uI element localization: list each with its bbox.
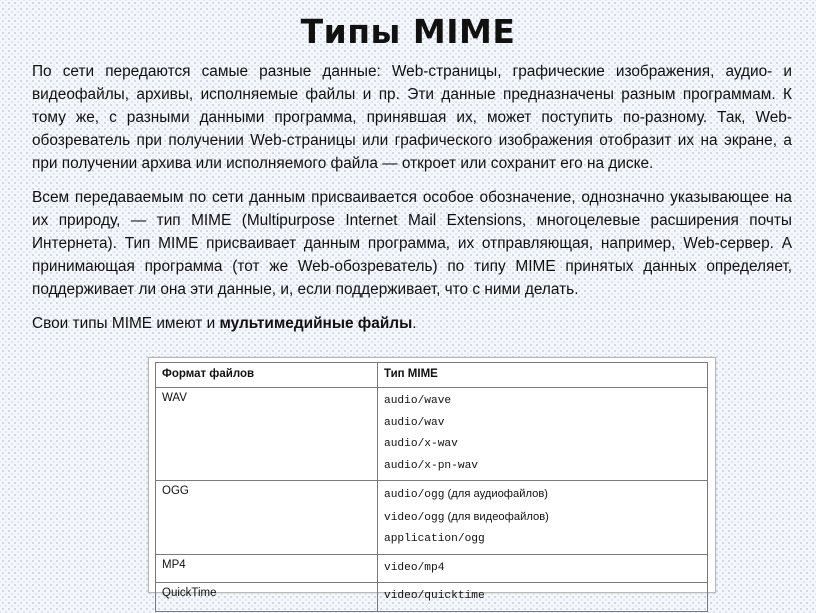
mime-type-line bbox=[384, 586, 701, 608]
format-cell: QuickTime bbox=[156, 583, 378, 612]
mime-type-value: video/ogg bbox=[384, 511, 445, 524]
mime-type-line bbox=[384, 507, 701, 530]
mime-type-line bbox=[384, 456, 701, 478]
paragraph-3-end: . bbox=[412, 315, 417, 332]
mime-type-line bbox=[384, 529, 701, 551]
format-cell: MP4 bbox=[156, 554, 378, 583]
mime-type-line bbox=[384, 434, 701, 456]
table-row bbox=[156, 388, 708, 481]
mime-type-value: audio/wave bbox=[384, 395, 452, 407]
mime-type-value: video/mp4 bbox=[384, 561, 445, 574]
table-header-row bbox=[156, 363, 708, 388]
multimedia-files-bold: мультимедийные файлы bbox=[219, 315, 413, 332]
mime-type-line bbox=[384, 558, 701, 580]
mime-types-table bbox=[155, 362, 708, 612]
mime-type-value: audio/wav bbox=[384, 416, 445, 429]
mime-type-value: application/ogg bbox=[384, 533, 485, 545]
mime-type-value: video/quicktime bbox=[384, 590, 485, 602]
mime-type-line bbox=[384, 413, 701, 435]
mime-type-value: audio/ogg bbox=[384, 489, 445, 501]
mime-types-cell bbox=[378, 554, 708, 583]
mime-types-cell bbox=[378, 388, 708, 481]
header-mime-type: Тип MIME bbox=[378, 363, 708, 388]
table-row bbox=[156, 554, 708, 583]
table-row bbox=[156, 481, 708, 555]
paragraph-3-start: Свои типы MIME имеют и bbox=[32, 315, 220, 332]
format-cell: OGG bbox=[156, 481, 378, 555]
mime-type-value: audio/x-wav bbox=[384, 438, 458, 450]
page-title: Типы MIME bbox=[300, 12, 516, 51]
table-row bbox=[156, 583, 708, 612]
paragraph-2: Всем передаваемым по сети данным присваивается особое обозначение, однозначно указывающее на их природу, — тип MIME (Multipurpose Internet Mail Extensions, многоцелевые расширения почты Интернета). Тип MIME присваивает данным программа, их отправляющая, например, Web-сервер. А принимающая программа (тот же Web-обозреватель) по типу MIME принятых данных определяет, поддерживает ли она эти данные, и, если поддерживает, что с ними делать. bbox=[32, 189, 792, 298]
paragraph-1: По сети передаются самые разные данные: Web-страницы, графические изображения, аудио- и видеофайлы, архивы, исполняемые файлы и пр. Эти данные предназначены разным программам. К тому же, с разными данными программа, принявшая их, может поступить по-разному. Так, Web-обозреватель при получении Web-страницы или графического изображения отобразит их на экране, а при получении архива или исполняемого файла — откроет или сохранит его на диске. bbox=[32, 63, 792, 172]
body-text bbox=[32, 60, 792, 335]
mime-type-value: audio/x-pn-wav bbox=[384, 459, 478, 472]
mime-type-note: (для аудиофайлов) bbox=[444, 488, 549, 500]
mime-table-image bbox=[148, 357, 716, 602]
header-file-format: Формат файлов bbox=[156, 363, 378, 388]
format-cell: WAV bbox=[156, 388, 378, 481]
mime-types-cell bbox=[378, 481, 708, 555]
paragraph-3 bbox=[32, 312, 792, 335]
mime-type-note: (для видеофайлов) bbox=[444, 510, 549, 523]
mime-types-cell bbox=[378, 583, 708, 612]
mime-type-line bbox=[384, 484, 701, 507]
mime-type-line bbox=[384, 391, 701, 413]
